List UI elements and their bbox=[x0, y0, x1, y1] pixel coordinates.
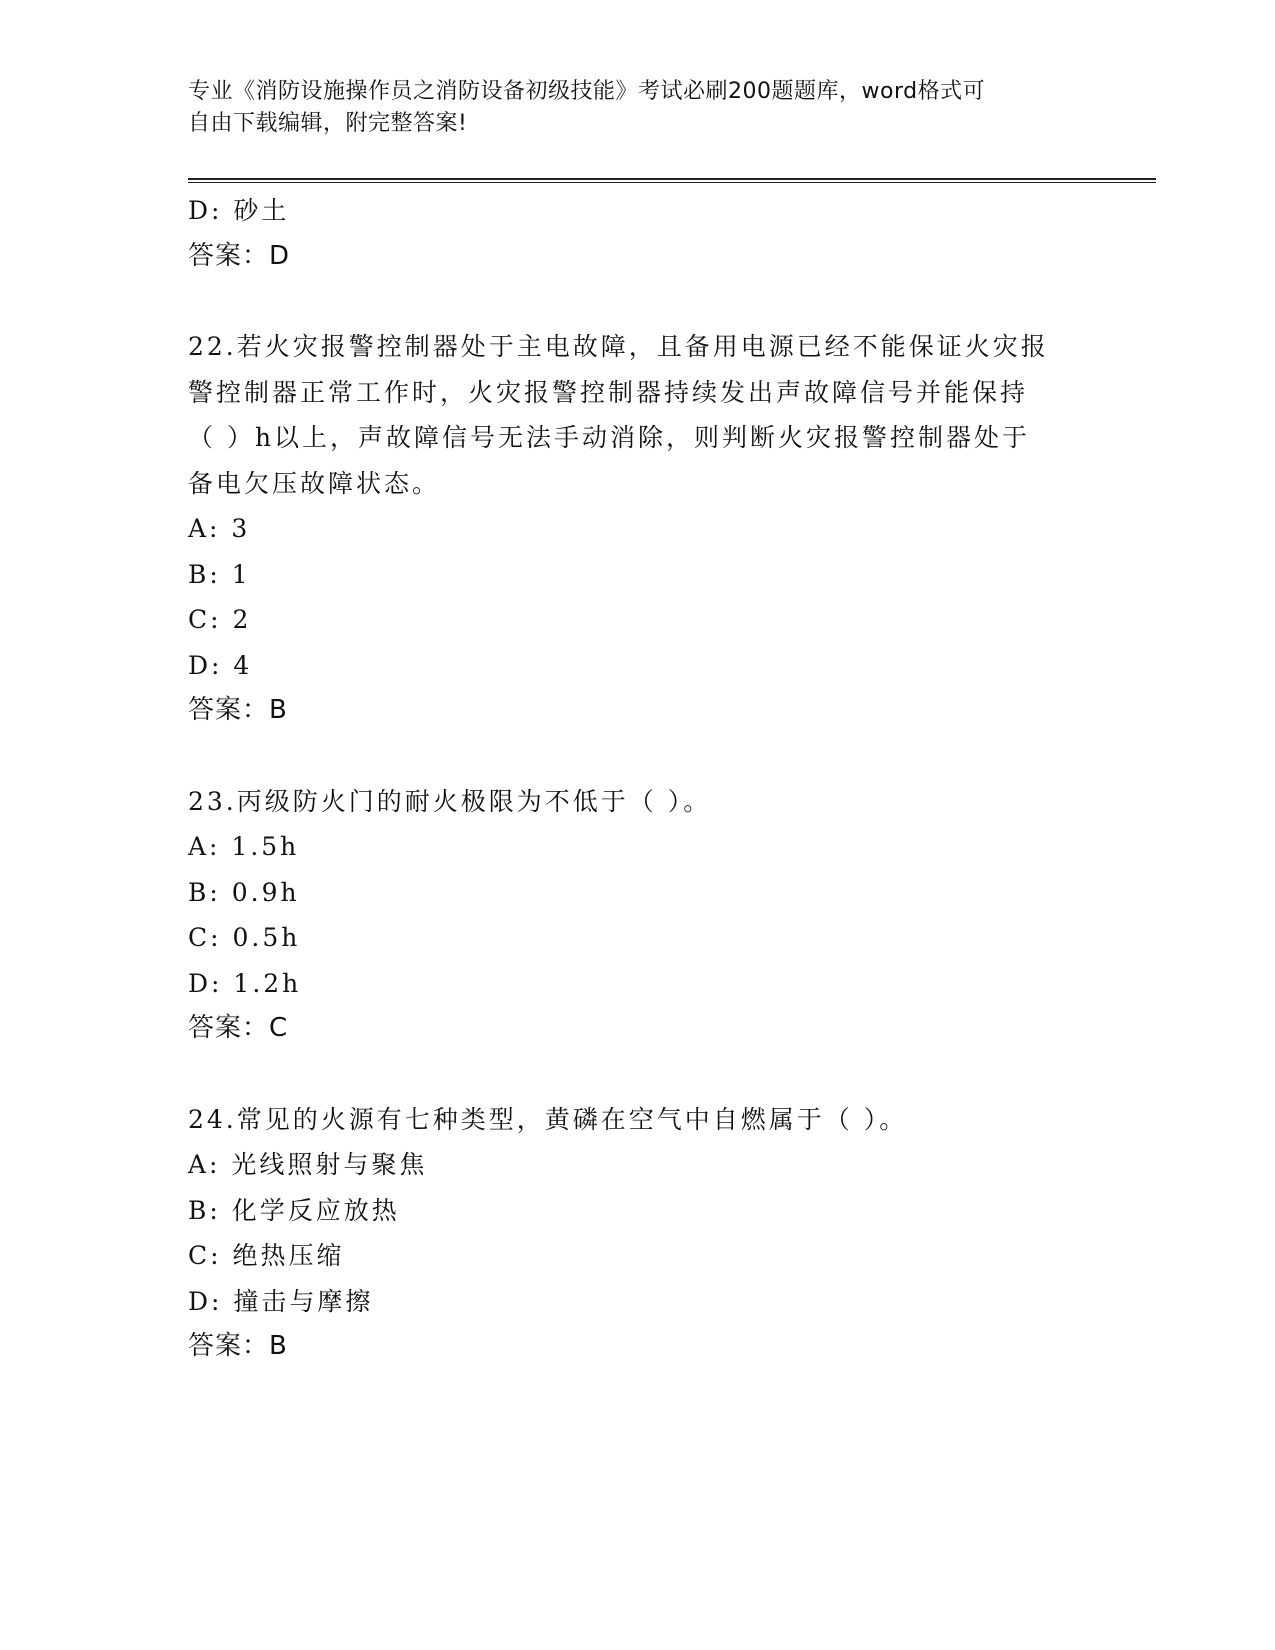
header-title-line-2: 自由下载编辑，附完整答案! bbox=[188, 111, 468, 136]
spacer bbox=[188, 734, 1088, 779]
answer-label: 答案：B bbox=[188, 1331, 288, 1361]
option-b: B: 0.9h bbox=[188, 877, 300, 907]
option-b: B: 化学反应放热 bbox=[188, 1195, 400, 1225]
spacer bbox=[188, 279, 1088, 324]
spacer bbox=[188, 1052, 1088, 1097]
question-stem-line: 警控制器正常工作时，火灾报警控制器持续发出声故障信号并能保持 bbox=[188, 377, 1029, 407]
answer-label: 答案：B bbox=[188, 695, 288, 725]
option-c: C: 2 bbox=[188, 605, 252, 634]
question-stem-line: 备电欠压故障状态。 bbox=[188, 468, 441, 498]
option-d: D: 1.2h bbox=[188, 968, 302, 998]
question-stem-line: 23.丙级防火门的耐火极限为不低于（ ）。 bbox=[188, 786, 712, 816]
question-23 bbox=[188, 779, 1088, 1052]
question-22 bbox=[188, 324, 1088, 734]
previous-question-tail bbox=[188, 188, 1088, 279]
option-d: D: 砂土 bbox=[188, 196, 290, 225]
question-24 bbox=[188, 1097, 1088, 1370]
header-title-line-1: 专业《消防设施操作员之消防设备初级技能》考试必刷200题题库，word格式可 bbox=[188, 79, 986, 104]
question-stem-line: 22.若火灾报警控制器处于主电故障，且备用电源已经不能保证火灾报 bbox=[188, 332, 1049, 361]
option-c: C: 0.5h bbox=[188, 923, 301, 952]
option-a: A: 光线照射与聚焦 bbox=[188, 1150, 428, 1179]
question-stem-line: （ ）h以上，声故障信号无法手动消除，则判断火灾报警控制器处于 bbox=[188, 423, 1031, 452]
question-list bbox=[188, 188, 1088, 1370]
option-a: A: 3 bbox=[188, 514, 251, 543]
option-d: D: 撞击与摩擦 bbox=[188, 1286, 374, 1316]
question-stem-line: 24.常见的火源有七种类型，黄磷在空气中自燃属于（ ）。 bbox=[188, 1104, 908, 1134]
option-a: A: 1.5h bbox=[188, 832, 300, 861]
option-d: D: 4 bbox=[188, 650, 253, 680]
answer-label: 答案：C bbox=[188, 1013, 289, 1043]
document-header bbox=[188, 76, 1068, 140]
answer-label: 答案：D bbox=[188, 240, 291, 271]
option-c: C: 绝热压缩 bbox=[188, 1241, 345, 1270]
option-b: B: 1 bbox=[188, 559, 251, 589]
header-divider bbox=[188, 178, 1156, 183]
